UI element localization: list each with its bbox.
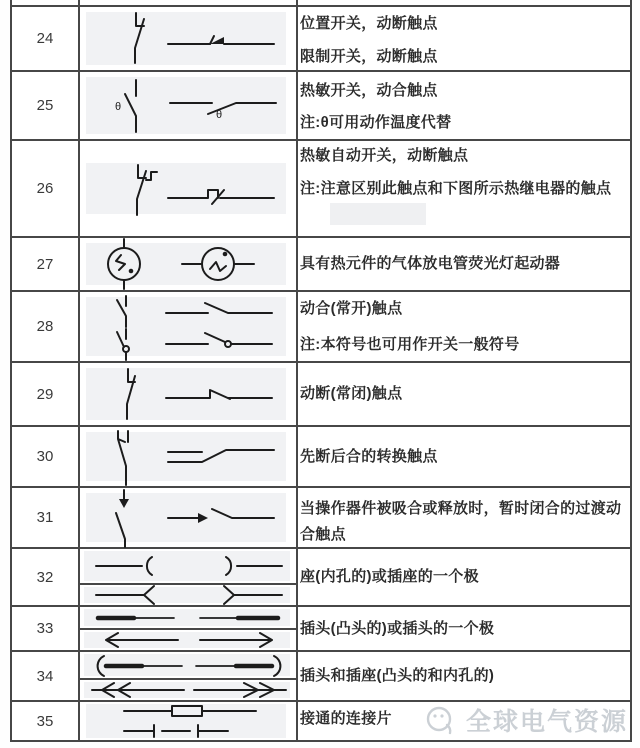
break-contact-vertical-icon (108, 367, 144, 421)
socket-curve-left-icon (94, 555, 186, 577)
wechat-logo-icon (424, 704, 458, 736)
watermark-text: 全球电气资源 (465, 708, 628, 736)
glow-starter-horizontal-icon (180, 240, 256, 288)
description-line: 先断后合的转换触点 (300, 447, 438, 465)
description-cell (298, 7, 630, 70)
description-line: 限制开关，动断触点 (300, 48, 438, 65)
description-cell (298, 238, 630, 290)
description-line: 热敏开关，动合触点 (300, 82, 438, 99)
table-row (12, 488, 630, 549)
table-row (12, 652, 630, 702)
socket-chevron-left-icon (94, 584, 186, 606)
row-number: 35 (12, 702, 80, 740)
table-row (12, 549, 630, 607)
table-row (12, 7, 630, 72)
closed-link-icon (120, 704, 260, 718)
make-contact-horizontal-circle-icon (164, 330, 274, 350)
arrow-right-icon (192, 630, 284, 650)
table-row (12, 427, 630, 488)
limit-switch-break-contact-horizontal-icon (166, 31, 276, 51)
thermal-auto-switch-break-contact-horizontal-icon (166, 183, 276, 207)
symbol-cell (80, 607, 298, 650)
description-cell (298, 549, 630, 605)
description-cell (298, 652, 630, 700)
row-number: 33 (12, 607, 80, 650)
description-cell (298, 72, 630, 139)
socket-chevron-right-icon (192, 584, 284, 606)
symbol-cell (80, 488, 298, 547)
changeover-contact-horizontal-icon (166, 443, 276, 469)
row-number: 25 (12, 72, 80, 139)
description-cell (298, 141, 630, 236)
double-chevron-left-icon (88, 680, 188, 700)
description-cell (298, 607, 630, 650)
symbol-cell (80, 7, 298, 70)
table-row (12, 292, 630, 363)
make-contact-horizontal-icon (164, 299, 274, 319)
changeover-contact-vertical-icon (104, 429, 144, 487)
symbol-cell (80, 549, 298, 605)
row-number: 24 (12, 7, 80, 70)
description-cell (298, 427, 630, 486)
symbol-cell (80, 292, 298, 361)
thermal-relay-contact-note-icon (330, 203, 426, 225)
thermal-auto-switch-break-contact-vertical-icon (116, 163, 164, 217)
make-contact-vertical-icon (106, 294, 142, 328)
description-line: 动合(常开)触点 (300, 300, 403, 317)
symbol-cell (80, 652, 298, 700)
description-line: 注:本符号也可用作开关一般符号 (300, 336, 520, 353)
symbol-cell (80, 702, 298, 740)
symbol-cell (80, 141, 298, 236)
theta-glyph: θ (115, 101, 122, 113)
description-line: 热敏自动开关，动断触点 (300, 147, 469, 164)
symbol-cell (80, 363, 298, 425)
arrow-left-icon (94, 630, 186, 650)
thermal-switch-make-contact-horizontal-icon (168, 94, 278, 120)
description-line: 位置开关，动断触点 (300, 15, 438, 32)
description-cell (298, 363, 630, 425)
row-number: 28 (12, 292, 80, 361)
make-contact-vertical-circle-icon (106, 327, 142, 361)
description-line: 插头(凸头的)或插头的一个极 (300, 619, 495, 637)
socket-curve-right-icon (192, 555, 284, 577)
row-number: 26 (12, 141, 80, 236)
row-number: 34 (12, 652, 80, 700)
symbol-cell (80, 72, 298, 139)
description-cell (298, 292, 630, 361)
table-row (12, 141, 630, 238)
row-number: 31 (12, 488, 80, 547)
symbol-cell (80, 427, 298, 486)
glow-starter-vertical-icon (100, 238, 148, 290)
open-link-bars-icon (120, 724, 260, 738)
table-row (12, 607, 630, 652)
plug-and-socket-right-icon (190, 654, 290, 678)
description-line: 座(内孔的)或插座的一个极 (300, 568, 479, 585)
plug-pin-right-icon (192, 613, 284, 623)
row-number: 30 (12, 427, 80, 486)
watermark (424, 702, 628, 738)
position-switch-break-contact-vertical-icon (114, 11, 158, 65)
theta-glyph: θ (216, 109, 223, 120)
passing-make-contact-horizontal-icon (166, 506, 276, 528)
description-line: 动断(常闭)触点 (300, 385, 403, 402)
break-contact-horizontal-icon (164, 385, 274, 405)
passing-make-contact-vertical-icon (104, 489, 144, 548)
table-row (12, 238, 630, 292)
table-row (12, 72, 630, 141)
description-line: 注:注意区别此触点和下图所示热继电器的触点 (300, 180, 612, 197)
row-number: 29 (12, 363, 80, 425)
plug-and-socket-left-icon (88, 654, 188, 678)
electrical-symbols-table (10, 5, 632, 742)
description-line: 注:θ可用动作温度代替 (300, 114, 452, 131)
plug-pin-left-icon (94, 613, 186, 623)
thermal-switch-make-contact-vertical-icon (112, 78, 156, 134)
symbol-cell (80, 238, 298, 290)
double-chevron-right-icon (190, 680, 290, 700)
description-line: 当操作器件被吸合或释放时，暂时闭合的过渡动合触点 (300, 500, 622, 543)
description-line: 具有热元件的气体放电管荧光灯起动器 (300, 255, 561, 272)
row-number: 27 (12, 238, 80, 290)
description-line: 接通的连接片 (300, 710, 392, 727)
description-line: 插头和插座(凸头的和内孔的) (300, 667, 495, 684)
description-cell (298, 488, 630, 547)
table-row (12, 363, 630, 427)
row-number: 32 (12, 549, 80, 605)
